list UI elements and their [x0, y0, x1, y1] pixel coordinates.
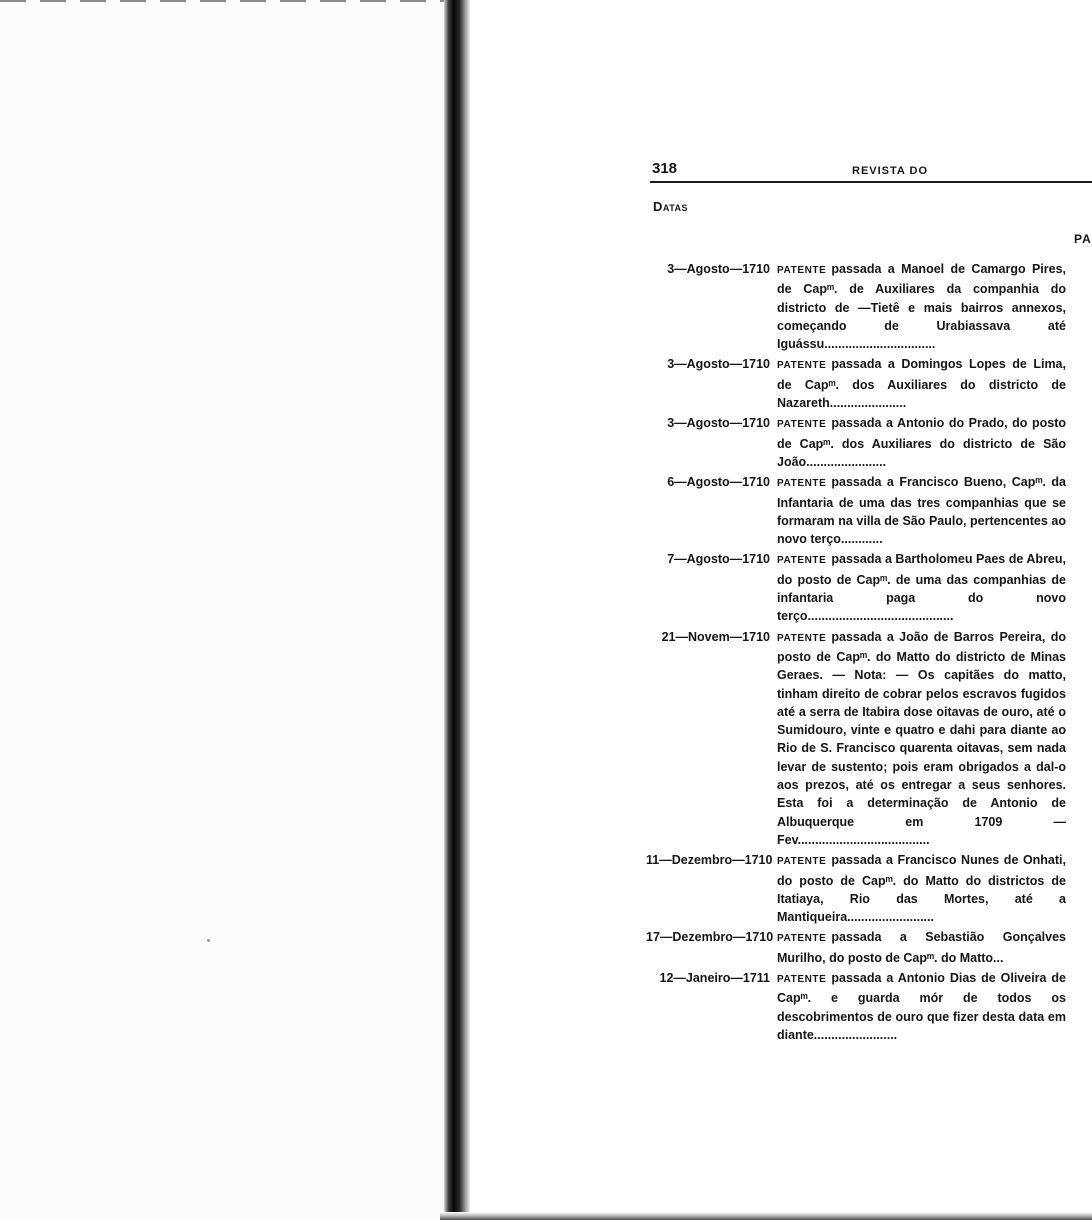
next-page-heading-fragment: PA	[1074, 232, 1092, 246]
entry-text: passada a Antonio Dias de Oliveira de Capᵐ. e guarda mór de todos os descobrimentos de ouro que fizer desta data em diante........................	[777, 970, 1066, 1042]
entry-body	[777, 628, 1066, 850]
entry-date: 7—Agosto—1710	[667, 552, 770, 567]
paper-speck	[207, 939, 210, 942]
entries-list	[646, 260, 1066, 1046]
entry-item	[646, 473, 1066, 548]
entry-kind: PATENTE	[777, 632, 827, 644]
entry-date: 6—Agosto—1710	[667, 475, 770, 490]
entry-body	[777, 550, 1066, 625]
entry-date: 3—Agosto—1710	[667, 357, 770, 372]
left-page-top-rule	[0, 0, 444, 2]
page-header	[652, 160, 1092, 182]
page-bottom-edge	[440, 1212, 1092, 1220]
entry-text: passada a João de Barros Pereira, do posto de Capᵐ. do Matto do districto de Minas Geraes. — Nota: — Os capitães do matto, tinham direito de cobrar pelos escravos fugidos até a serra de Itabira dose oitavas de ouro, até o Sumidouro, vinte e quatro e dahi para diante ao Rio de S. Francisco quarenta oitavas, sem nada levar de sustento; pois eram obrigados a dal-o aos prezos, até os entregar a seus senhores. Esta foi a determinação de Antonio de Albuquerque em 1709 —Fev......................................	[777, 629, 1066, 847]
entry-body	[777, 969, 1066, 1044]
right-page	[470, 0, 1092, 1220]
running-head: REVISTA DO	[852, 165, 929, 177]
entry-kind: PATENTE	[777, 419, 827, 431]
entry-date: 3—Agosto—1710	[667, 416, 770, 431]
entry-kind: PATENTE	[777, 933, 827, 945]
entry-item	[646, 969, 1066, 1044]
entry-item	[646, 628, 1066, 850]
entry-kind: PATENTE	[777, 973, 827, 985]
entry-date: 3—Agosto—1710	[667, 262, 770, 276]
header-rule	[650, 181, 1092, 183]
left-page	[0, 0, 444, 1220]
entry-body	[777, 355, 1066, 412]
entry-text: passada a Francisco Nunes de Onhati, do posto de Capᵐ. do Matto do districtos de Itatiaya, Rio das Mortes, até a Mantiqueira.........................	[777, 853, 1066, 925]
entry-kind: PATENTE	[777, 360, 827, 372]
entry-date: 11—Dezembro—1710	[646, 853, 773, 868]
page-number: 318	[652, 160, 678, 177]
entry-item	[646, 355, 1066, 412]
entry-date: 12—Janeiro—1711	[659, 970, 770, 985]
entry-date: 21—Novem—1710	[661, 629, 770, 644]
entry-text: passada a Domingos Lopes de Lima, de Capᵐ. dos Auxiliares do districto de Nazareth......................	[777, 357, 1066, 411]
entry-item	[646, 928, 1066, 967]
entry-text: passada a Bartholomeu Paes de Abreu, do posto de Capᵐ. de uma das companhias de infantaria paga do novo terço..........................................	[777, 552, 1066, 624]
entry-body	[777, 928, 1066, 967]
entry-text: passada a Antonio do Prado, do posto de Capᵐ. dos Auxiliares do districto de São João.......................	[777, 416, 1066, 469]
entry-item	[646, 851, 1066, 926]
entry-kind: PATENTE	[777, 555, 827, 567]
entry-text: passada a Francisco Bueno, Capᵐ. da Infantaria de uma das tres companhias que se formaram na villa de São Paulo, pertencentes ao novo terço............	[777, 475, 1066, 547]
entry-text: passada a Manoel de Camargo Pires, de Capᵐ. de Auxiliares da companhia do districto de —Tietê e mais bairros annexos, começando de Urabiassava até Iguássu................................	[777, 262, 1066, 352]
entry-text: passada a Sebastião Gonçalves Murilho, do posto de Capᵐ. do Matto...	[777, 930, 1066, 965]
entry-kind: PATENTE	[777, 265, 827, 276]
entry-body	[777, 473, 1066, 548]
column-heading-datas: Datas	[653, 199, 689, 214]
entry-body	[777, 414, 1066, 471]
entry-date: 17—Dezembro—1710	[646, 930, 774, 945]
entry-kind: PATENTE	[777, 478, 827, 490]
entry-item	[646, 550, 1066, 625]
entry-body	[777, 851, 1066, 926]
entry-item	[646, 414, 1066, 471]
entry-item	[646, 260, 1066, 353]
book-spine-gutter	[444, 0, 470, 1220]
entry-body	[777, 260, 1066, 353]
entry-kind: PATENTE	[777, 856, 827, 868]
